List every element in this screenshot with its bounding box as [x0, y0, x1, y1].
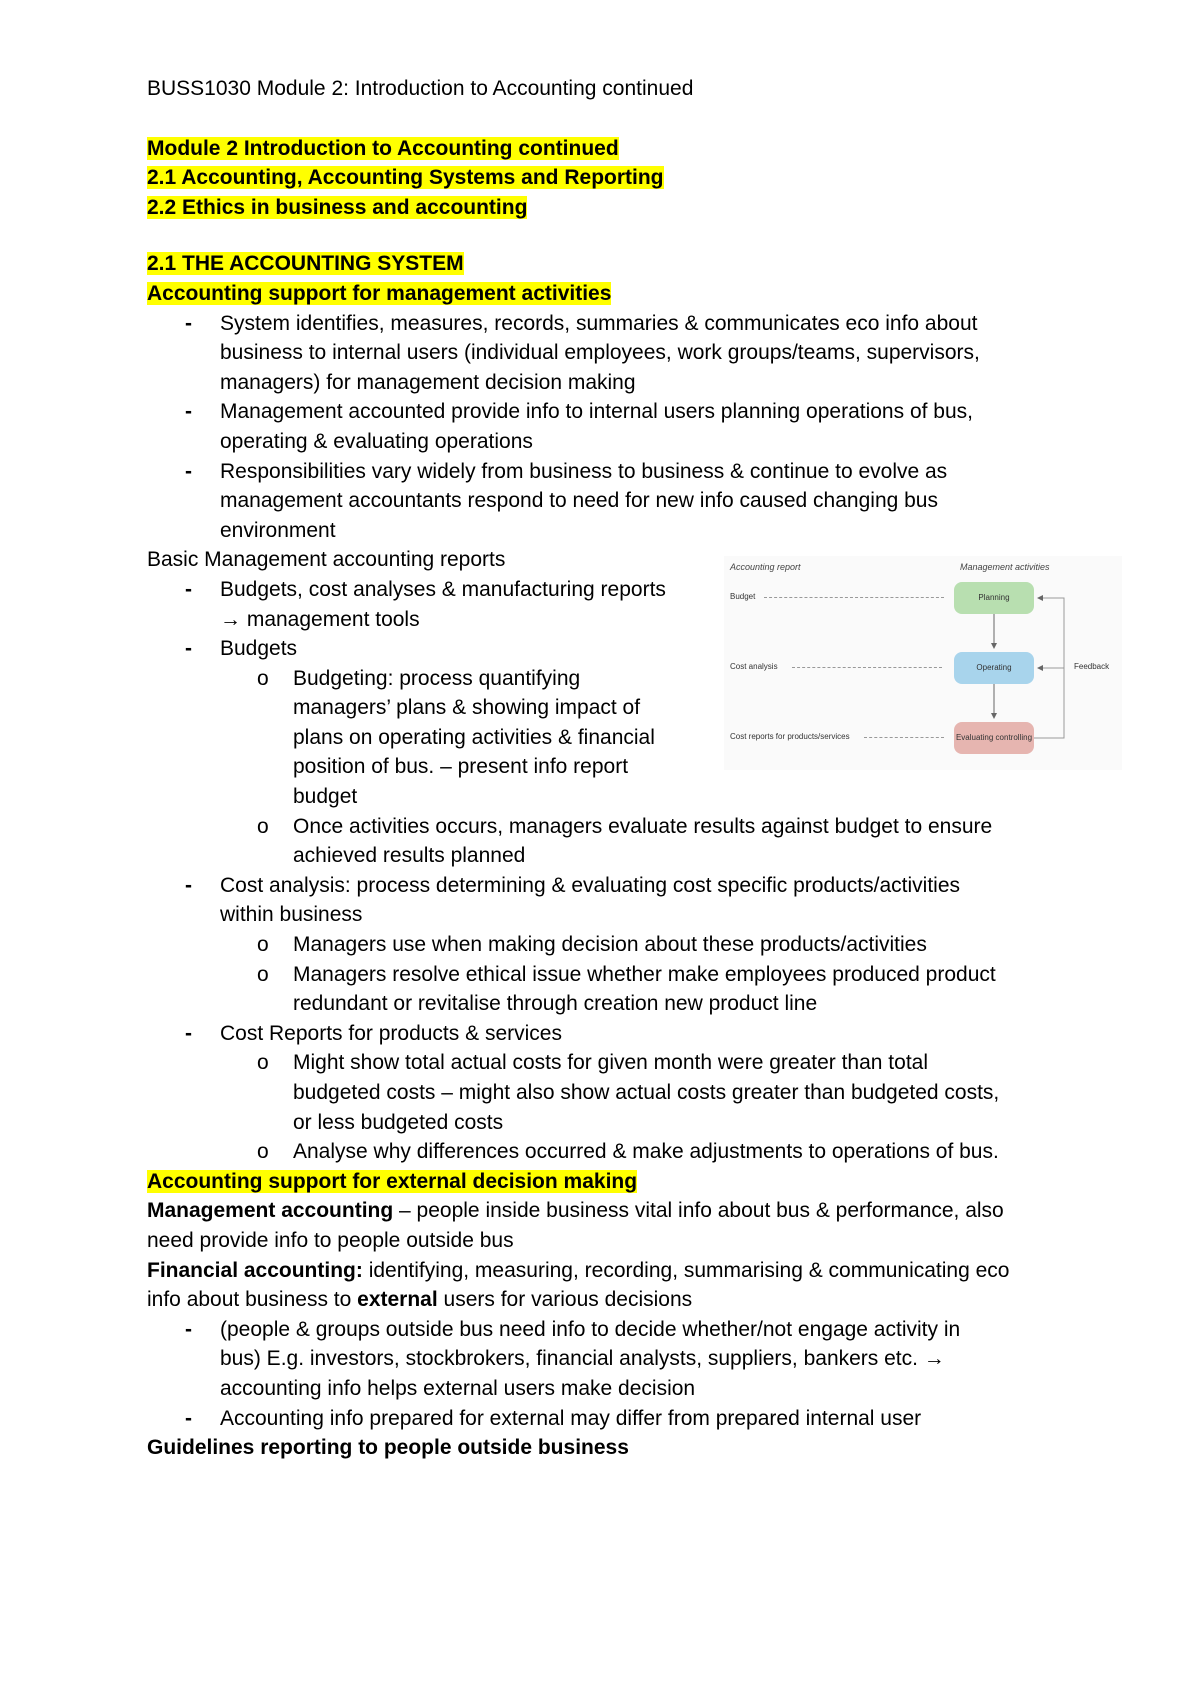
financial-accounting-def: Financial accounting: identifying, measuring, recording, summarising & communicating eco: [147, 1258, 1010, 1282]
management-accounting-diagram: [724, 556, 1122, 770]
diagram-connector: [764, 597, 944, 598]
diagram-feedback-label: Feedback: [1074, 662, 1110, 671]
list-item: - Budgets, cost analyses & manufacturing reports → management tools: [147, 575, 1077, 634]
sub-list-item: o Managers use when making decision about these products/activities: [147, 930, 1077, 960]
list-item: - Responsibilities vary widely from business to business & continue to evolve as management accountants respond to need for new info caused changing bus environment: [147, 457, 1077, 546]
subsection-title: Accounting support for management activities: [147, 281, 612, 305]
sub-list-item: o Might show total actual costs for given month were greater than total budgeted costs – might also show actual costs greater than budgeted costs, or less budgeted costs: [147, 1048, 1077, 1137]
subsection-title: Accounting support for external decision making: [147, 1169, 638, 1193]
management-accounting-def: Management accounting – people inside business vital info about bus & performance, also: [147, 1199, 1004, 1223]
sub-list-item: o Budgeting: process quantifying managers’ plans & showing impact of plans on operating activities & financial position of bus. – present info report budget: [147, 664, 1077, 812]
sub-list-item: o Once activities occurs, managers evaluate results against budget to ensure achieved results planned: [147, 812, 1077, 871]
diagram-box-planning: Planning: [954, 582, 1034, 614]
sub-list-item: o Managers resolve ethical issue whether make employees produced product redundant or revitalise through creation new product line: [147, 960, 1077, 1019]
section-title: 2.1 THE ACCOUNTING SYSTEM: [147, 252, 464, 276]
toc: [147, 134, 1077, 223]
list-item: - Cost analysis: process determining & evaluating cost specific products/activities within business o Managers use when making decision about these products/activities o Managers resolve ethical issue whether make employees produced product redundant or revitalise through creation new product line: [147, 871, 1077, 1019]
diagram-connector: [864, 737, 944, 738]
list-item: - Cost Reports for products & services o Might show total actual costs for given month were greater than total budgeted costs – might also show actual costs greater than budgeted costs, or less budgeted costs o Analyse why differences occurred & make adjustments to operations of bus.: [147, 1019, 1077, 1167]
diagram-box-evaluating: Evaluating controlling: [954, 722, 1034, 754]
external-bullets: [147, 1315, 1077, 1433]
toc-item: 2.2 Ethics in business and accounting: [147, 195, 528, 219]
diagram-box-operating: Operating: [954, 652, 1034, 684]
toc-item: 2.1 Accounting, Accounting Systems and Reporting: [147, 166, 664, 190]
diagram-row-label: Cost analysis: [730, 662, 778, 671]
toc-item: Module 2 Introduction to Accounting continued: [147, 136, 619, 160]
diagram-row-label: Budget: [730, 592, 756, 601]
diagram-connector: [792, 667, 942, 668]
basic-reports-title: Basic Management accounting reports: [147, 548, 506, 572]
diagram-row-label: Cost reports for products/services: [730, 732, 850, 741]
diagram-col-activities: Management activities: [960, 562, 1050, 572]
list-item: - Budgets o Budgeting: process quantifying managers’ plans & showing impact of plans on operating activities & financial position of bus. – present info report budget o Once activities occurs, managers evaluate results against budget to ensure achieved results planned: [147, 634, 1077, 871]
list-item: - (people & groups outside bus need info to decide whether/not engage activity in bus) E.g. investors, stockbrokers, financial analysts, suppliers, bankers etc. → accounting info helps external users make decision: [147, 1315, 1077, 1404]
management-bullets: [147, 309, 1077, 546]
list-item: - Accounting info prepared for external may differ from prepared internal user: [147, 1404, 1077, 1434]
list-item: - Management accounted provide info to internal users planning operations of bus, operating & evaluating operations: [147, 397, 1077, 456]
document-page: BUSS1030 Module 2: Introduction to Accounting continued Module 2 Introduction to Accounting continued 2.1 Accounting, Accounting Systems and Reporting 2.2 Ethics in business and accounting 2.1 THE ACCOUNTING SYSTEM Accounting support for management activities - System identifies, measures, records, summaries & communicates eco info about business to internal users (individual employees, work groups/teams, supervisors, managers) for management decision making - Management accounted provide info to internal users planning operations of bus, operating & evaluating operations - Responsibilities vary widely from business to business & continue to evolve as management accountants respond to need for new info caused changing bus environment Basic Management accounting reports - Budgets, cost analyses & manufacturing reports → management tools - Budgets o Budgeting: process quantifying managers’ plans & showing impact of plans on operating activities & financial position of bus. – present info report budget o Once activities occurs, managers evaluate results against budget to ensure achieved results planned - Cost analysis: process determining & evaluating cost specific products/activities within business o Managers use when making decision about these products/activities o Managers resolve ethical issue whether make employees produced product redundant or revitalise through creation new product line - Cost Reports for products & services o Might show total actual costs for given month were greater than total budgeted costs – might also show actual costs greater than budgeted costs, or less budgeted costs o Analyse why differences occurred & make adjustments to operations of bus. Accounting support for external decision making Management accounting – people inside business vital info about bus & performance, also need provide info to people outside bus Financial accounting: identifying, measuring, recording, summarising & communicating eco info about business to external users for various decisions - (people & groups outside bus need info to decide whether/not engage activity in bus) E.g. investors, stockbrokers, financial analysts, suppliers, bankers etc. → accounting info helps external users make decision - Accounting info prepared for external may differ from prepared internal user Guidelines reporting to people outside business: [147, 74, 1077, 1463]
sub-list-item: o Analyse why differences occurred & make adjustments to operations of bus.: [147, 1137, 1077, 1167]
list-item: - System identifies, measures, records, summaries & communicates eco info about business to internal users (individual employees, work groups/teams, supervisors, managers) for management decision making: [147, 309, 1077, 398]
guidelines-heading: Guidelines reporting to people outside business: [147, 1436, 629, 1460]
diagram-col-report: Accounting report: [730, 562, 801, 572]
page-header: BUSS1030 Module 2: Introduction to Accounting continued: [147, 77, 694, 100]
